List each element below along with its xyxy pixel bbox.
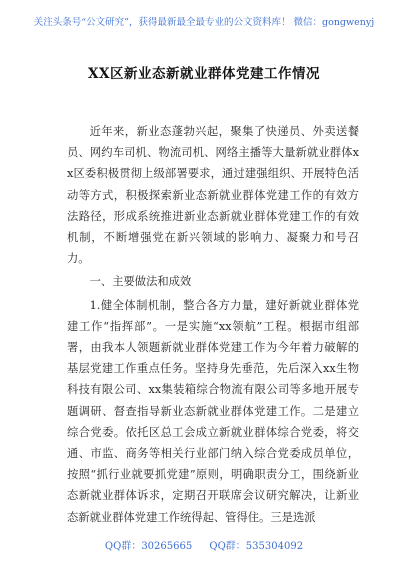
document-body [67, 121, 359, 528]
document-title: XX区新业态新就业群体党建工作情况 [88, 66, 320, 82]
body-paragraph: 1.健全体制机制，整合各方力量，建好新就业群体党建工作“指挥部”。一是实施“xx领航”工程。根据市组部署，由我本人领题新就业群体党建工作为今年着力破解的基层党建工作重点任务。坚持身先垂范，先后深入xx生物科技有限公司、xx集装箱综合物流有限公司等多地开展专题调研、督查指导新业态新就业群体党建工作。二是建立综合党委。依托区总工会成立新就业群体综合党委，将交通、市监、商务等相关行业部门纳入综合党委成员单位，按照“抓行业就要抓党建”原则，明确职责分工，围绕新业态新就业群体诉求，定期召开联席会议研究解决，让新业态新就业群体党建工作统得起、管得住。三是选派 [67, 298, 359, 524]
qq-group-1: QQ群：30265665 [104, 541, 193, 552]
intro-paragraph: 近年来，新业态蓬勃兴起，聚集了快递员、外卖送餐员、网约车司机、物流司机、网络主播等大量新就业群体xx区委积极贯彻上级部署要求，通过建强组织、开展特色活动等方式，积极探索新业态新就业群体党建工作的有效方法路径，形成系统推进新业态新就业群体党建工作的有效机制，不断增强党在新兴领域的影响力、凝聚力和号召力。 [67, 125, 359, 266]
header-promo-note: 关注头条号“公文研究”，获得最新最全最专业的公文资料库！ 微信：gongwenyj [33, 17, 375, 28]
section-heading: 一、主要做法和成效 [89, 275, 192, 289]
footer-qq-groups [0, 537, 408, 552]
qq-group-2: QQ群：535304092 [209, 541, 304, 552]
